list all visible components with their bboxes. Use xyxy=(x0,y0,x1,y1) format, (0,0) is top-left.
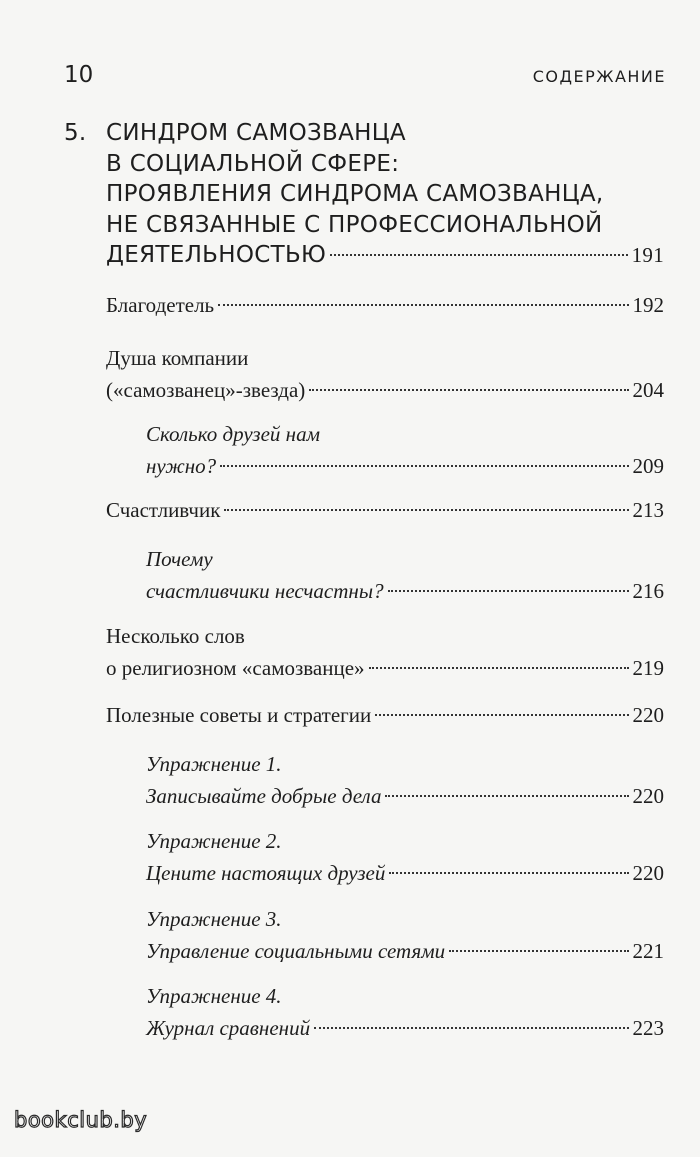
toc-entry-title-line: Несколько слов xyxy=(106,624,245,648)
dot-leader xyxy=(314,1027,628,1029)
toc-entry-title: Полезные советы и стратегии xyxy=(106,703,372,727)
dot-leader xyxy=(330,254,627,256)
toc-entry-title: счастливчики несчастны? xyxy=(146,579,384,603)
toc-entry-why-lucky-unhappy xyxy=(146,543,664,607)
toc-entry-page: 192 xyxy=(632,293,664,317)
toc-entry-page: 223 xyxy=(632,1016,664,1040)
chapter-page: 191 xyxy=(631,243,664,267)
watermark: bookclub.by xyxy=(14,1108,148,1132)
toc-entry-title-line: Упражнение 2. xyxy=(146,829,282,853)
toc-entry-how-many-friends xyxy=(146,418,664,482)
toc-entry-title: о религиозном «самозванце» xyxy=(106,656,365,680)
chapter-title-last-row xyxy=(106,240,664,271)
dot-leader xyxy=(388,590,629,592)
toc-entry-exercise-3 xyxy=(146,903,664,967)
page-header xyxy=(64,62,666,88)
toc-entry-title-line: Душа компании xyxy=(106,346,249,370)
toc-entry-page: 220 xyxy=(632,784,664,808)
toc-entry-life-of-party xyxy=(106,342,664,406)
dot-leader xyxy=(224,509,628,511)
dot-leader xyxy=(218,304,628,306)
toc-entry-title-line: Упражнение 4. xyxy=(146,984,282,1008)
toc-entry-page: 216 xyxy=(632,579,664,603)
dot-leader xyxy=(389,872,628,874)
toc-entry-page: 220 xyxy=(632,703,664,727)
toc-entry-exercise-2 xyxy=(146,825,664,889)
toc-entry-page: 221 xyxy=(632,939,664,963)
dot-leader xyxy=(449,950,628,952)
toc-entry-title-line: Сколько друзей нам xyxy=(146,422,320,446)
toc-entry-exercise-1 xyxy=(146,748,664,812)
toc-entry-title-line: Упражнение 1. xyxy=(146,752,282,776)
toc-entry-tips-strategies xyxy=(106,699,664,731)
toc-entry-title: Записывайте добрые дела xyxy=(146,784,382,808)
chapter-title-line: В СОЦИАЛЬНОЙ СФЕРЕ: xyxy=(106,150,400,177)
dot-leader xyxy=(375,714,628,716)
toc-entry-title: Счастливчик xyxy=(106,498,221,522)
toc-entry-religious-impostor xyxy=(106,620,664,684)
toc-entry-title: Цените настоящих друзей xyxy=(146,861,386,885)
dot-leader xyxy=(369,667,629,669)
page-number: 10 xyxy=(64,62,94,88)
running-head: СОДЕРЖАНИЕ xyxy=(532,67,666,86)
chapter-number: 5. xyxy=(64,120,87,146)
toc-entry-benefactor xyxy=(106,289,664,321)
chapter-title-line: СИНДРОМ САМОЗВАНЦА xyxy=(106,120,406,146)
chapter-title-line: ДЕЯТЕЛЬНОСТЬЮ xyxy=(106,242,327,268)
chapter-title-line: ПРОЯВЛЕНИЯ СИНДРОМА САМОЗВАНЦА, xyxy=(106,181,604,207)
toc-entry-title: Благодетель xyxy=(106,293,215,317)
toc-entry-exercise-4 xyxy=(146,980,664,1044)
toc-entry-page: 220 xyxy=(632,861,664,885)
dot-leader xyxy=(385,795,628,797)
chapter-title xyxy=(106,118,664,271)
toc-entry-title: Журнал сравнений xyxy=(146,1016,311,1040)
toc-entry-page: 209 xyxy=(632,454,664,478)
toc-entry-title: Управление социальными сетями xyxy=(146,939,446,963)
toc-entry-page: 213 xyxy=(632,498,664,522)
toc-entry-page: 219 xyxy=(632,656,664,680)
chapter-entry xyxy=(64,118,664,271)
toc-entry-title: нужно? xyxy=(146,454,217,478)
chapter-title-line: НЕ СВЯЗАННЫЕ С ПРОФЕССИОНАЛЬНОЙ xyxy=(106,211,603,238)
toc-entry-page: 204 xyxy=(632,378,664,402)
dot-leader xyxy=(220,465,628,467)
dot-leader xyxy=(309,389,628,391)
toc-entry-lucky-one xyxy=(106,494,664,526)
toc-entry-title-line: Почему xyxy=(146,547,213,571)
toc-entry-title-line: Упражнение 3. xyxy=(146,907,282,931)
toc-entry-title: («самозванец»-звезда) xyxy=(106,378,306,402)
